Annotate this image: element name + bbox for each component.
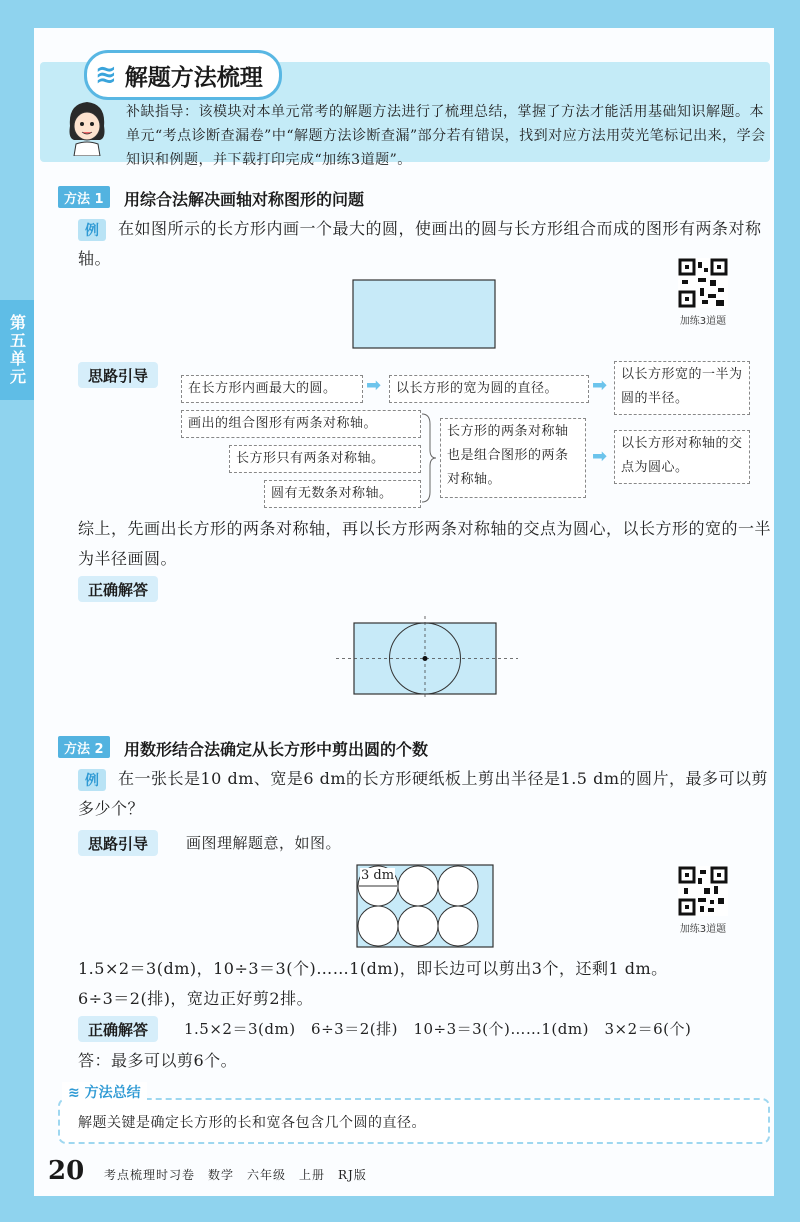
arrow-right-icon: ➡ [366, 375, 382, 396]
flow-mid: 长方形的两条对称轴也是组合图形的两条对称轴。 [440, 418, 586, 498]
wave-icon: ≋ [68, 1085, 85, 1101]
flow-left-1: 画出的组合图形有两条对称轴。 [181, 410, 421, 438]
method2-final-answer: 答：最多可以剪6个。 [78, 1051, 238, 1070]
rectangle-figure [352, 279, 496, 349]
method2-answer-text: 1.5×2＝3(dm) 6÷3＝2(排) 10÷3＝3(个)……1(dm) 3×2＝6(个) [184, 1020, 692, 1038]
method2-title: 用数形结合法确定从长方形中剪出圆的个数 [124, 740, 429, 759]
section-title-text: 解题方法梳理 [124, 64, 263, 91]
teacher-avatar-icon [62, 98, 112, 156]
summary-text: 解题关键是确定长方形的长和宽各包含几个圆的直径。 [78, 1115, 426, 1131]
method1-answer-pill: 正确解答 [78, 576, 158, 602]
wave-icon: ≋ [95, 60, 117, 90]
section-title [84, 50, 282, 100]
footer-text: 考点梳理时习卷 数学 六年级 上册 RJ版 [104, 1168, 367, 1182]
qr-code-icon[interactable] [678, 258, 728, 308]
flow-box-2: 以长方形的宽为圆的直径。 [389, 375, 589, 403]
method1-conclusion: 综上，先画出长方形的两条对称轴，再以长方形两条对称轴的交点为圆心，以长方形的宽的一半为半径画圆。 [78, 519, 772, 568]
method1-example-text: 在如图所示的长方形内画一个最大的圆，使画出的圆与长方形组合而成的图形有两条对称轴。 [78, 219, 762, 268]
qr-code-icon[interactable] [678, 866, 728, 916]
flow-left-3: 圆有无数条对称轴。 [264, 480, 421, 508]
qr-label: 加练3道题 [679, 924, 727, 935]
page-number: 20 [48, 1156, 85, 1186]
method1-example-tag: 例 [78, 219, 106, 241]
method2-example-tag: 例 [78, 769, 106, 791]
arrow-right-icon: ➡ [592, 375, 608, 396]
summary-label [62, 1082, 147, 1102]
method2-line2: 6÷3＝2(排)，宽边正好剪2排。 [78, 989, 314, 1008]
flow-box-3: 以长方形宽的一半为圆的半径。 [614, 361, 750, 415]
method2-answer-pill: 正确解答 [78, 1016, 158, 1042]
brace-icon [420, 412, 438, 504]
method1-title: 用综合法解决画轴对称图形的问题 [124, 190, 365, 209]
method2-label: 方法 2 [58, 736, 110, 758]
flow-right: 以长方形对称轴的交点为圆心。 [614, 430, 750, 484]
qr-label: 加练3道题 [679, 316, 727, 327]
guide-text: 补缺指导：该模块对本单元常考的解题方法进行了梳理总结，掌握了方法才能活用基础知识解题。本单元“考点诊断查漏卷”中“解题方法诊断查漏”部分若有错误，找到对应方法用荧光笔标记出来，学会知识和例题，并下载打印完成“加练3道题”。 [126, 104, 766, 168]
rectangle-circle-figure [334, 616, 520, 700]
method2-line1: 1.5×2＝3(dm)，10÷3＝3(个)……1(dm)，即长边可以剪出3个，还剩1 dm。 [78, 959, 668, 978]
method1-label: 方法 1 [58, 186, 110, 208]
arrow-right-icon: ➡ [592, 446, 608, 467]
method2-example-text: 在一张长是10 dm、宽是6 dm的长方形硬纸板上剪出半径是1.5 dm的圆片，最多可以剪多少个？ [78, 769, 768, 818]
flow-left-2: 长方形只有两条对称轴。 [229, 445, 421, 473]
unit-side-tab: 第五单元 [0, 300, 34, 400]
method2-guide-text: 画图理解题意，如图。 [186, 834, 342, 852]
flow-box-1: 在长方形内画最大的圆。 [181, 375, 363, 403]
summary-label-text: 方法总结 [84, 1085, 141, 1101]
method1-guide-pill: 思路引导 [78, 362, 158, 388]
diameter-label: 3 dm [361, 868, 395, 883]
method2-guide-pill: 思路引导 [78, 830, 158, 856]
